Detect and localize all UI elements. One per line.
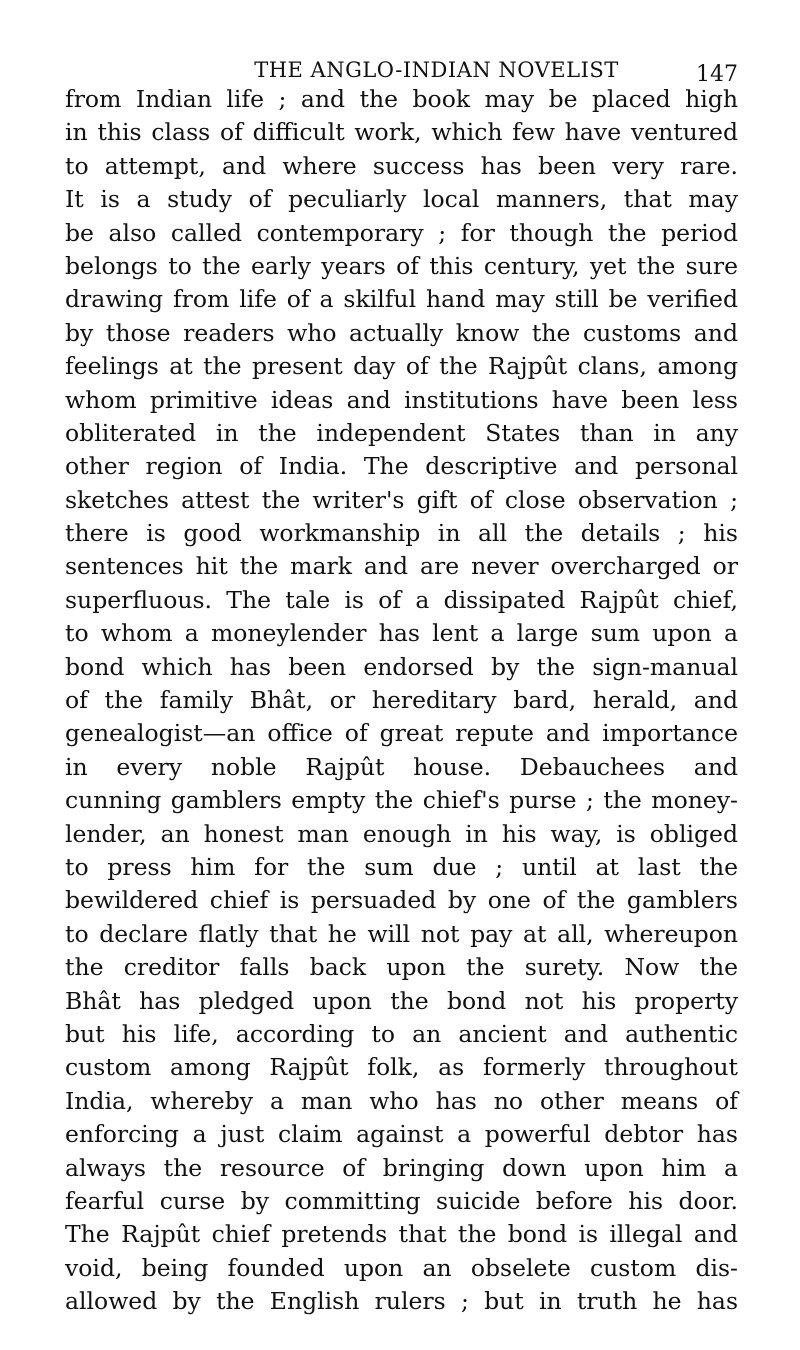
text-line: India, whereby a man who has no other means of [65, 1086, 738, 1115]
text-line: in every noble Rajpût house. Debauchees and [65, 752, 738, 781]
running-title: THE ANGLO-INDIAN NOVELIST [254, 58, 619, 82]
text-line: to declare flatly that he will not pay at all, whereupon [65, 919, 738, 948]
text-line: but his life, according to an ancient and authentic [65, 1019, 738, 1048]
text-line: to attempt, and where success has been very rare. [65, 151, 738, 180]
text-line: Bhât has pledged upon the bond not his property [65, 986, 738, 1015]
text-line: cunning gamblers empty the chief's purse ; the money- [65, 786, 738, 815]
text-line: to whom a moneylender has lent a large sum upon a [65, 619, 738, 648]
text-line: to press him for the sum due ; until at last the [65, 852, 738, 881]
text-line: be also called contemporary ; for though the period [65, 218, 738, 247]
text-line: the creditor falls back upon the surety. Now the [65, 953, 738, 982]
text-line: enforcing a just claim against a powerful debtor has [65, 1120, 738, 1149]
text-line: always the resource of bringing down upon him a [65, 1153, 738, 1182]
text-line: fearful curse by committing suicide before his door. [65, 1186, 738, 1215]
text-line: custom among Rajpût folk, as formerly throughout [65, 1053, 738, 1082]
text-line: bewildered chief is persuaded by one of the gamblers [65, 886, 738, 915]
text-line: allowed by the English rulers ; but in truth he has [65, 1287, 738, 1316]
text-line: sentences hit the mark and are never overcharged or [65, 552, 738, 581]
text-line: superfluous. The tale is of a dissipated Rajpût chief, [65, 585, 738, 614]
text-line: sketches attest the writer's gift of close observation ; [65, 485, 738, 514]
body-text [65, 83, 738, 1318]
text-line: It is a study of peculiarly local manners, that may [65, 185, 738, 214]
text-line: lender, an honest man enough in his way, is obliged [65, 819, 738, 848]
text-line: The Rajpût chief pretends that the bond is illegal and [65, 1220, 738, 1249]
text-line: genealogist—an office of great repute and importance [65, 719, 738, 748]
text-line: other region of India. The descriptive and personal [65, 452, 738, 481]
text-line: feelings at the present day of the Rajpût clans, among [65, 352, 738, 381]
text-line: void, being founded upon an obselete custom dis- [65, 1253, 738, 1282]
text-line: by those readers who actually know the customs and [65, 318, 738, 347]
text-line: belongs to the early years of this century, yet the sure [65, 251, 738, 280]
page-number: 147 [696, 62, 738, 87]
text-line: bond which has been endorsed by the sign-manual [65, 652, 738, 681]
text-line: whom primitive ideas and institutions have been less [65, 385, 738, 414]
text-line: obliterated in the independent States than in any [65, 418, 738, 447]
text-line: of the family Bhât, or hereditary bard, herald, and [65, 686, 738, 715]
text-line: in this class of difficult work, which few have ventured [65, 118, 738, 147]
text-line: there is good workmanship in all the details ; his [65, 519, 738, 548]
text-line: from Indian life ; and the book may be placed high [65, 85, 738, 113]
text-line: drawing from life of a skilful hand may still be verified [65, 285, 738, 314]
